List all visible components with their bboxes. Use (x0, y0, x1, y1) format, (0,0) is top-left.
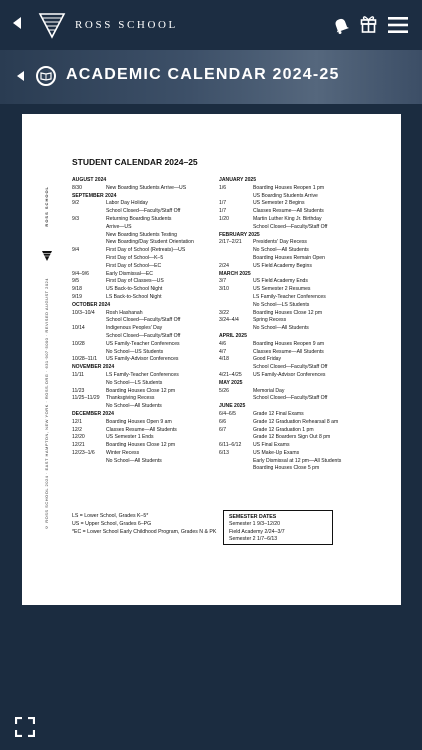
entry-text: Good Friday (253, 356, 282, 363)
calendar-entry (72, 333, 218, 341)
entry-text: Grade 12 Graduation Rehearsal 8 am (253, 418, 339, 425)
calendar-entry (72, 388, 218, 396)
entry-text: Returning Boarding Students (106, 215, 172, 222)
calendar-entry (72, 434, 218, 442)
entry-text: Boarding Houses Open 9 am (106, 418, 172, 425)
entry-text: Martin Luther King Jr. Birthday (253, 215, 322, 222)
calendar-entry (219, 364, 359, 372)
entry-date: 12/20 (72, 434, 85, 441)
calendar-entry (219, 388, 359, 396)
calendar-entry (72, 255, 218, 263)
entry-text: Boarding Houses Close 12 pm (106, 387, 176, 394)
expand-icon[interactable] (15, 717, 35, 737)
back-arrow-icon[interactable] (17, 71, 24, 81)
entry-text: Winter Recess (106, 449, 140, 456)
entry-date (72, 239, 106, 247)
entry-date: 4/6 (219, 340, 227, 347)
semester-line: Semester 1 9/3–12/20 (229, 521, 281, 528)
calendar-entry (72, 372, 218, 380)
calendar-entry (219, 286, 359, 294)
month-heading: MARCH 2025 (219, 270, 251, 277)
entry-date (72, 403, 106, 411)
entry-date: 10/3–10/4 (72, 309, 95, 316)
entry-date: 11/23 (72, 387, 85, 394)
entry-date (72, 317, 106, 325)
entry-date (72, 458, 106, 466)
top-bar (0, 0, 422, 50)
side-brand: ROSS SCHOOL (44, 186, 49, 227)
entry-date (219, 458, 253, 466)
entry-date: 11/25–11/29 (72, 395, 100, 402)
entry-date: 9/4 (72, 247, 80, 254)
calendar-entry (219, 278, 359, 286)
entry-text: US Semester 2 Resumes (253, 286, 311, 293)
calendar-entry (72, 294, 218, 302)
entry-text: Presidents' Day Recess (253, 239, 307, 246)
entry-text: No School—LS Students (253, 301, 310, 308)
entry-text: US Family-Teacher Conferences (106, 340, 180, 347)
entry-text: First Day of School—EC (106, 262, 162, 269)
calendar-entry (72, 239, 218, 247)
entry-date: 9/2 (72, 200, 80, 207)
entry-text: Indigenous Peoples' Day (106, 325, 163, 332)
entry-text: US Semester 2 Begins (253, 200, 305, 207)
entry-text: No School—All Students (106, 403, 162, 410)
entry-text: US Field Academy Begins (253, 262, 312, 269)
entry-text: Boarding Houses Close 12 pm (106, 442, 176, 449)
entry-date: 4/21–4/25 (219, 371, 242, 378)
entry-text: US Final Exams (253, 442, 290, 449)
entry-text: No School—US Students (106, 348, 164, 355)
semester-line: Field Academy 2/24–3/7 (229, 528, 285, 535)
entry-date (72, 263, 106, 271)
page-header (0, 50, 422, 104)
calendar-entry (219, 310, 359, 318)
entry-text: Thanksgiving Recess (106, 395, 155, 402)
entry-date: 6/13 (219, 449, 229, 456)
calendar-entry (219, 341, 359, 349)
legend-line: US = Upper School, Grades 6–PG (72, 521, 152, 527)
month-heading: APRIL 2025 (219, 332, 247, 339)
calendar-entry (219, 356, 359, 364)
calendar-entry (72, 310, 218, 318)
calendar-entry (72, 232, 218, 240)
calendar-entry (72, 224, 218, 232)
entry-date: 4/18 (219, 356, 229, 363)
calendar-entry (219, 434, 359, 442)
calendar-entry (72, 419, 218, 427)
entry-date: 12/1 (72, 418, 82, 425)
entry-text: Boarding Houses Reopen 9 am (253, 340, 325, 347)
calendar-entry (219, 349, 359, 357)
entry-date: 9/19 (72, 293, 82, 300)
month-heading: DECEMBER 2024 (72, 410, 114, 417)
calendar-entry (72, 341, 218, 349)
entry-date: 1/7 (219, 200, 227, 207)
calendar-entry (219, 458, 359, 466)
entry-text: Arrive—US (106, 223, 132, 230)
entry-date (219, 302, 253, 310)
entry-date: 8/30 (72, 184, 82, 191)
back-arrow-icon[interactable] (13, 17, 21, 29)
entry-date: 1/20 (219, 215, 229, 222)
entry-text: No School—All Students (253, 247, 309, 254)
hamburger-menu-icon[interactable] (388, 16, 408, 34)
month-heading: AUGUST 2024 (72, 177, 107, 183)
calendar-entry (219, 294, 359, 302)
entry-date: 9/3 (72, 215, 80, 222)
entry-text: School Closed—Faculty/Staff Off (253, 395, 328, 402)
document-title: STUDENT CALENDAR 2024–25 (72, 157, 198, 167)
calendar-entry (219, 255, 359, 263)
entry-date (72, 232, 106, 240)
entry-text: First Day of School (Retreats)—US (106, 247, 186, 254)
entry-date (72, 208, 106, 216)
ross-logo-icon[interactable] (38, 11, 66, 39)
entry-date: 10/28–11/1 (72, 356, 98, 363)
calendar-left-column (72, 177, 218, 465)
calendar-entry (219, 224, 359, 232)
entry-text: Spring Recess (253, 317, 287, 324)
calendar-entry (72, 356, 218, 364)
calendar-entry (72, 216, 218, 224)
entry-date: 2/24 (219, 262, 229, 269)
calendar-entry (219, 411, 359, 419)
entry-text: Classes Resume—All Students (253, 348, 324, 355)
entry-text: New Boarding/Day Student Orientation (106, 239, 194, 246)
calendar-entry (72, 325, 218, 333)
calendar-entry (72, 208, 218, 216)
entry-date: 6/6 (219, 418, 227, 425)
entry-text: School Closed—Faculty/Staff Off (106, 208, 181, 215)
calendar-entry (72, 395, 218, 403)
entry-date: 4/7 (219, 348, 227, 355)
calendar-entry (219, 200, 359, 208)
entry-date (219, 465, 253, 473)
side-address: © ROSS SCHOOL 2024 · EAST HAMPTON, NEW YORK · ROSS.ORG · 631·907·5000 · REVISED AUGUST 2024 (44, 278, 49, 530)
ross-logo-icon (41, 250, 53, 262)
entry-date: 9/4–9/6 (72, 270, 89, 277)
entry-date: 10/14 (72, 325, 85, 332)
entry-date (219, 247, 253, 255)
month-heading: NOVEMBER 2024 (72, 364, 115, 371)
entry-date: 3/7 (219, 278, 227, 285)
entry-text: Memorial Day (253, 387, 285, 394)
calendar-entry (219, 465, 359, 473)
calendar-entry (219, 302, 359, 310)
entry-text: US Field Academy Ends (253, 278, 308, 285)
calendar-entry (72, 458, 218, 466)
month-heading: SEPTEMBER 2024 (72, 192, 117, 199)
entry-date (219, 325, 253, 333)
entry-date (72, 255, 106, 263)
calendar-entry (219, 325, 359, 333)
month-heading: JANUARY 2025 (219, 177, 257, 183)
calendar-entry (219, 317, 359, 325)
entry-date (219, 255, 253, 263)
entry-text: School Closed—Faculty/Staff Off (106, 332, 181, 339)
entry-date: 1/7 (219, 208, 227, 215)
calendar-entry (219, 185, 359, 193)
entry-text: School Closed—Faculty/Staff Off (106, 317, 181, 324)
entry-date: 5/26 (219, 387, 229, 394)
legend-line: *EC = Lower School Early Childhood Program, Grades N & PK (72, 529, 217, 535)
month-heading: MAY 2025 (219, 379, 243, 386)
entry-date: 3/24–4/4 (219, 317, 239, 324)
entry-text: Classes Resume—All Students (253, 208, 324, 215)
entry-text: Grade 12 Graduation 1 pm (253, 426, 314, 433)
entry-text: New Boarding Students Arrive—US (106, 184, 187, 191)
entry-text: New Boarding Students Testing (106, 231, 177, 238)
entry-text: US Boarding Students Arrive (253, 192, 318, 199)
gift-icon[interactable] (360, 14, 377, 33)
entry-text: School Closed—Faculty/Staff Off (253, 223, 328, 230)
entry-date: 9/18 (72, 286, 82, 293)
entry-text: Early Dismissal—EC (106, 270, 153, 277)
calendar-entry (72, 286, 218, 294)
page-title: ACADEMIC CALENDAR 2024-25 (66, 66, 340, 83)
month-heading: JUNE 2025 (219, 403, 246, 410)
entry-date (72, 333, 106, 341)
entry-date (219, 294, 253, 302)
entry-text: Boarding Houses Close 5 pm (253, 465, 320, 472)
calendar-entry (219, 442, 359, 450)
calendar-entry (72, 200, 218, 208)
entry-date (219, 434, 253, 442)
calendar-entry (72, 403, 218, 411)
entry-date (72, 349, 106, 357)
entry-date (219, 224, 253, 232)
entry-date: 9/5 (72, 278, 80, 285)
semester-dates-box (223, 510, 333, 545)
legend-line: LS = Lower School, Grades K–5* (72, 513, 149, 519)
calendar-entry (219, 216, 359, 224)
entry-text: Early Dismissal at 12 pm—All Students (253, 457, 342, 464)
entry-text: Classes Resume—All Students (106, 426, 177, 433)
month-heading: FEBRUARY 2025 (219, 231, 260, 238)
entry-text: US Make-Up Exams (253, 449, 300, 456)
calendar-entry (72, 271, 218, 279)
entry-date: 2/17–2/21 (219, 239, 242, 246)
calendar-entry (219, 450, 359, 458)
calendar-entry (219, 239, 359, 247)
entry-text: Boarding Houses Reopen 1 pm (253, 184, 325, 191)
calendar-entry (72, 442, 218, 450)
calendar-entry (219, 395, 359, 403)
entry-date: 3/22 (219, 309, 229, 316)
entry-text: No School—LS Students (106, 379, 163, 386)
entry-date: 1/6 (219, 184, 227, 191)
entry-date: 3/10 (219, 286, 229, 293)
entry-text: No School—All Students (253, 325, 309, 332)
book-icon (36, 66, 56, 86)
bell-icon[interactable] (333, 16, 349, 34)
entry-text: Boarding Houses Close 12 pm (253, 309, 323, 316)
semester-dates-heading: SEMESTER DATES (229, 514, 277, 520)
calendar-entry (219, 427, 359, 435)
calendar-entry (72, 263, 218, 271)
entry-text: US Back-to-School Night (106, 286, 163, 293)
entry-date (219, 193, 253, 201)
entry-text: LS Family-Teacher Conferences (253, 293, 326, 300)
entry-date (72, 224, 106, 232)
entry-text: Boarding Houses Remain Open (253, 254, 325, 261)
calendar-entry (72, 247, 218, 255)
entry-text: US Semester 1 Ends (106, 434, 154, 441)
entry-text: Grade 12 Boarders Sign Out 8 pm (253, 434, 331, 441)
entry-text: US Family-Advisor Conferences (106, 356, 179, 363)
calendar-entry (219, 419, 359, 427)
entry-text: LS Back-to-School Night (106, 293, 162, 300)
calendar-entry (72, 450, 218, 458)
semester-line: Semester 2 1/7–6/13 (229, 535, 278, 542)
calendar-entry (72, 317, 218, 325)
entry-date (219, 395, 253, 403)
brand-name: ROSS SCHOOL (75, 19, 178, 31)
entry-date: 11/11 (72, 371, 84, 378)
calendar-entry (72, 349, 218, 357)
entry-text: School Closed—Faculty/Staff Off (253, 364, 328, 371)
entry-text: First Day of Classes—US (106, 278, 164, 285)
entry-text: Rosh Hashanah (106, 309, 143, 316)
entry-date: 12/2 (72, 426, 82, 433)
entry-date: 6/4–6/5 (219, 410, 236, 417)
calendar-entry (219, 247, 359, 255)
legend (72, 512, 217, 536)
entry-text: Labor Day Holiday (106, 200, 148, 207)
calendar-entry (72, 380, 218, 388)
entry-text: LS Family-Teacher Conferences (106, 371, 179, 378)
entry-date: 12/21 (72, 442, 85, 449)
entry-date (72, 380, 106, 388)
calendar-entry (72, 427, 218, 435)
calendar-entry (219, 193, 359, 201)
entry-text: Grade 12 Final Exams (253, 410, 304, 417)
month-heading: OCTOBER 2024 (72, 301, 111, 308)
calendar-entry (219, 263, 359, 271)
calendar-entry (72, 185, 218, 193)
calendar-entry (72, 278, 218, 286)
entry-date: 10/28 (72, 340, 85, 347)
entry-text: US Family-Advisor Conferences (253, 371, 326, 378)
calendar-entry (219, 208, 359, 216)
calendar-entry (219, 372, 359, 380)
entry-date (219, 364, 253, 372)
entry-date: 6/7 (219, 426, 227, 433)
calendar-right-column (219, 177, 359, 473)
entry-date: 6/11–6/12 (219, 442, 242, 449)
entry-date: 12/23–1/6 (72, 449, 95, 456)
entry-text: First Day of School—K–5 (106, 254, 164, 261)
entry-text: No School—All Students (106, 457, 162, 464)
